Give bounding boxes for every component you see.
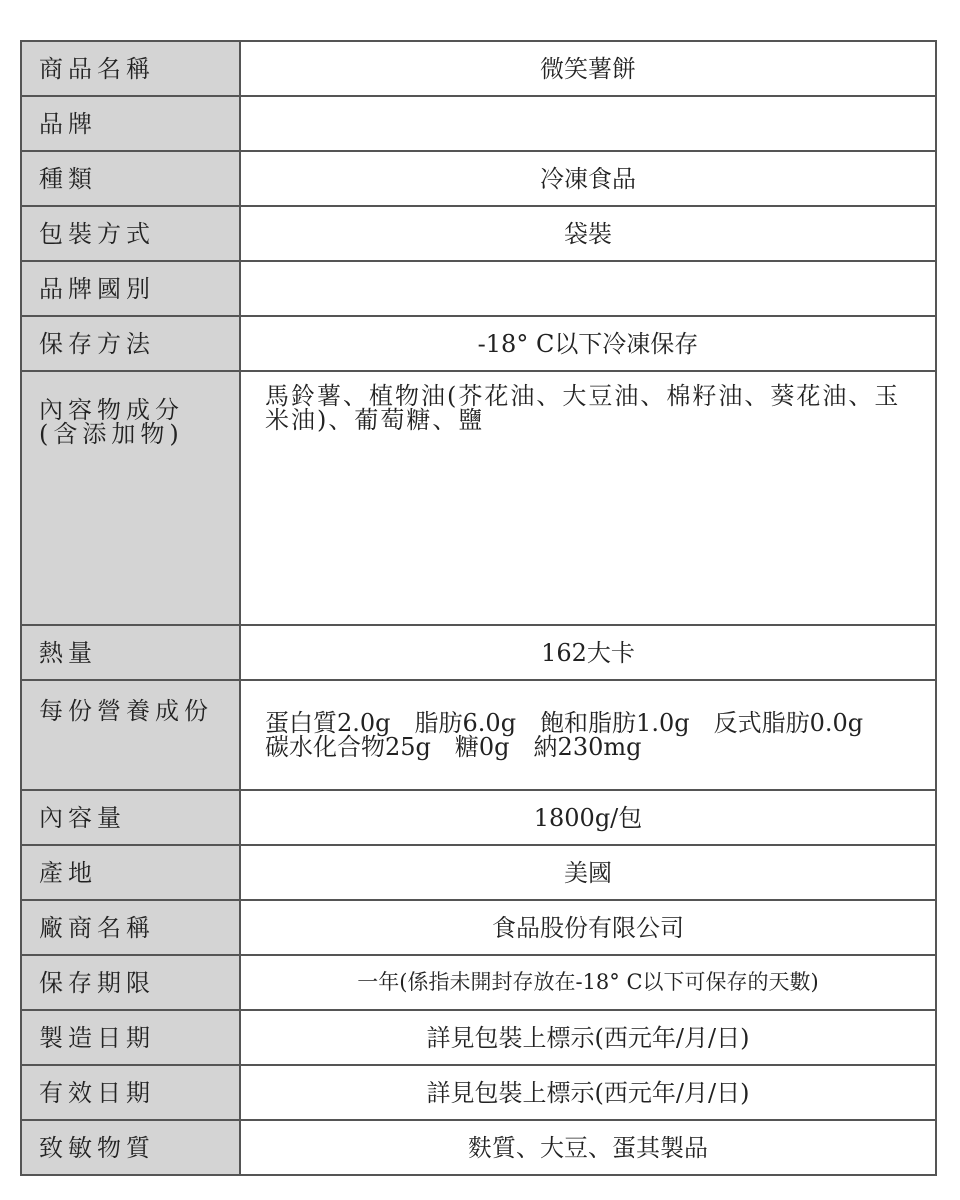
row-brand xyxy=(21,96,936,151)
label-expiry-date: 有效日期 xyxy=(21,1065,240,1120)
value-manufacturer: 食品股份有限公司 xyxy=(240,900,936,955)
row-brand-country xyxy=(21,261,936,316)
label-ingredients xyxy=(21,371,240,625)
label-product-name: 商品名稱 xyxy=(21,41,240,96)
row-calories xyxy=(21,625,936,680)
row-place-of-origin xyxy=(21,845,936,900)
value-net-content: 1800g/包 xyxy=(240,790,936,845)
label-storage: 保存方法 xyxy=(21,316,240,371)
row-net-content xyxy=(21,790,936,845)
label-ingredients-line2: (含添加物) xyxy=(39,420,184,448)
value-nutrition xyxy=(240,680,936,790)
row-shelf-life xyxy=(21,955,936,1010)
label-place-of-origin: 產地 xyxy=(21,845,240,900)
value-brand-country xyxy=(240,261,936,316)
value-allergens: 麩質、大豆、蛋其製品 xyxy=(240,1120,936,1175)
nutrient-sodium: 納230mg xyxy=(533,733,642,761)
product-spec-table xyxy=(20,40,937,1176)
nutrient-fat: 脂肪6.0g xyxy=(414,709,517,737)
label-nutrition: 每份營養成份 xyxy=(21,680,240,790)
nutrient-carbohydrate: 碳水化合物25g xyxy=(265,733,431,761)
label-shelf-life: 保存期限 xyxy=(21,955,240,1010)
value-calories: 162大卡 xyxy=(240,625,936,680)
value-ingredients: 馬鈴薯、植物油(芥花油、大豆油、棉籽油、葵花油、玉米油)、葡萄糖、鹽 xyxy=(240,371,936,625)
row-expiry-date xyxy=(21,1065,936,1120)
label-calories: 熱量 xyxy=(21,625,240,680)
nutrient-sugar: 糖0g xyxy=(454,733,510,761)
label-brand: 品牌 xyxy=(21,96,240,151)
label-manufacturer: 廠商名稱 xyxy=(21,900,240,955)
label-packaging: 包裝方式 xyxy=(21,206,240,261)
value-brand xyxy=(240,96,936,151)
value-category: 冷凍食品 xyxy=(240,151,936,206)
label-allergens: 致敏物質 xyxy=(21,1120,240,1175)
nutrient-saturated-fat: 飽和脂肪1.0g xyxy=(540,709,690,737)
row-manufacture-date xyxy=(21,1010,936,1065)
label-net-content: 內容量 xyxy=(21,790,240,845)
row-storage xyxy=(21,316,936,371)
row-packaging xyxy=(21,206,936,261)
nutrition-line-1 xyxy=(265,711,929,735)
row-ingredients xyxy=(21,371,936,625)
row-manufacturer xyxy=(21,900,936,955)
label-manufacture-date: 製造日期 xyxy=(21,1010,240,1065)
value-product-name: 微笑薯餅 xyxy=(240,41,936,96)
value-expiry-date: 詳見包裝上標示(西元年/月/日) xyxy=(240,1065,936,1120)
row-allergens xyxy=(21,1120,936,1175)
label-brand-country: 品牌國別 xyxy=(21,261,240,316)
label-ingredients-line1: 內容物成分 xyxy=(39,396,184,424)
row-nutrition xyxy=(21,680,936,790)
value-manufacture-date: 詳見包裝上標示(西元年/月/日) xyxy=(240,1010,936,1065)
value-shelf-life: 一年(係指未開封存放在-18° C以下可保存的天數) xyxy=(240,955,936,1010)
value-packaging: 袋裝 xyxy=(240,206,936,261)
nutrient-trans-fat: 反式脂肪0.0g xyxy=(713,709,864,737)
nutrition-line-2 xyxy=(265,735,929,759)
value-storage: -18° C以下冷凍保存 xyxy=(240,316,936,371)
row-category xyxy=(21,151,936,206)
value-place-of-origin: 美國 xyxy=(240,845,936,900)
nutrient-protein: 蛋白質2.0g xyxy=(265,709,391,737)
label-category: 種類 xyxy=(21,151,240,206)
row-product-name xyxy=(21,41,936,96)
